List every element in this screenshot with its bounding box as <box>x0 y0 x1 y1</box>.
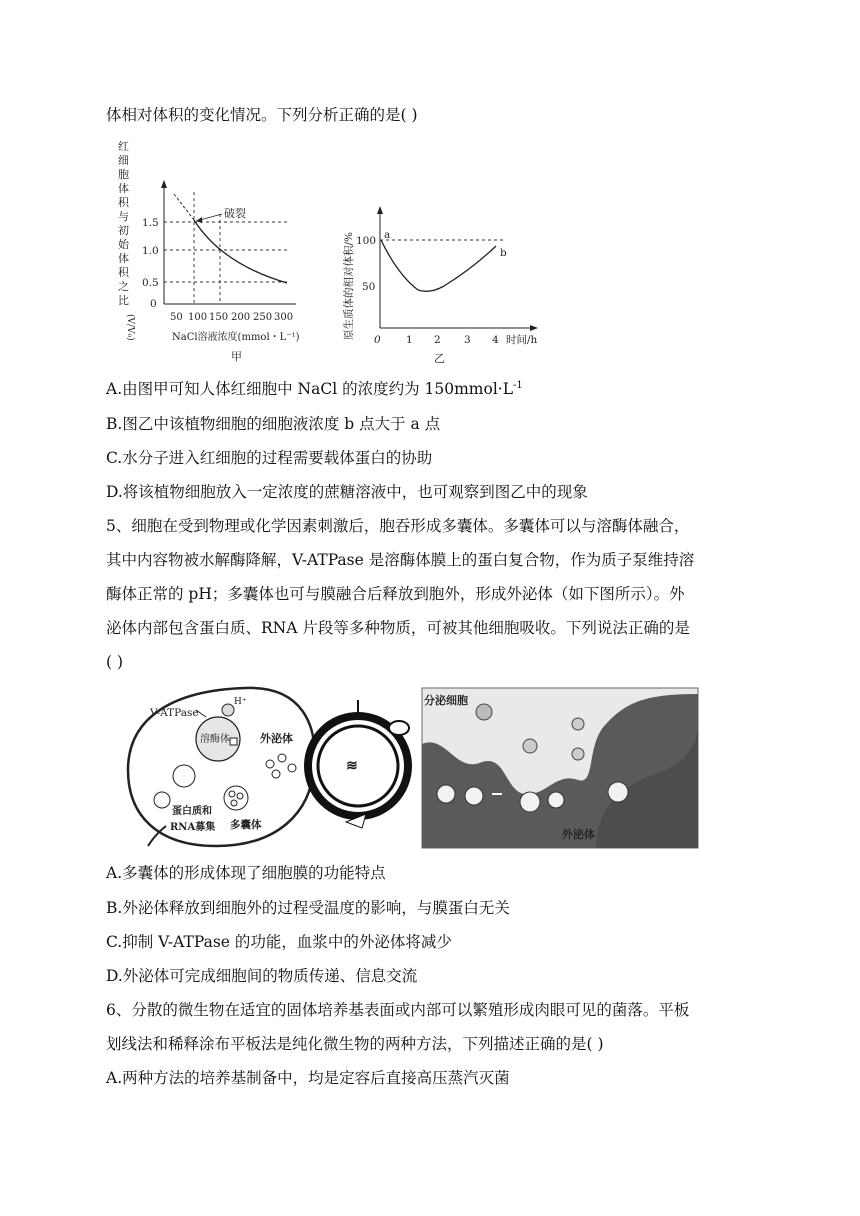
ytick-50: 50 <box>362 281 376 293</box>
ytick-100: 100 <box>356 235 377 247</box>
q5-line5: ( ) <box>106 653 124 671</box>
chart-jia-xlabel: NaCl溶液浓度(mmol・L⁻¹) <box>172 332 300 343</box>
cell-diagram <box>128 688 315 846</box>
vatpase-label: V-ATPase <box>150 707 199 719</box>
q5-line3: 酶体正常的 pH；多囊体也可与膜融合后释放到胞外，形成外泌体（如下图所示）。外 <box>106 585 685 603</box>
ylabel-char: 积 <box>118 196 129 209</box>
ylabel-char: 红 <box>118 140 129 153</box>
q6-line2: 划线法和稀释涂布平板法是纯化微生物的两种方法，下列描述正确的是( ) <box>106 1035 604 1053</box>
option-d: D.将该植物细胞放入一定浓度的蔗糖溶液中，也可观察到图乙中的现象 <box>106 483 588 501</box>
ylabel-char: 细 <box>118 154 129 167</box>
svg-text:≋: ≋ <box>346 758 358 774</box>
xtick: 3 <box>464 334 471 346</box>
q5-line1: 5、细胞在受到物理或化学因素刺激后，胞吞形成多囊体。多囊体可以与溶酶体融合， <box>106 517 690 535</box>
q5-line4: 泌体内部包含蛋白质、RNA 片段等多种物质，可被其他细胞吸收。下列说法正确的是 <box>106 619 690 637</box>
ylabel-char: 体 <box>118 182 129 195</box>
chart-yi-ylabel: 原生质体的相对体积/% <box>343 231 355 340</box>
option-a <box>106 378 523 400</box>
question-intro-line: 体相对体积的变化情况。下列分析正确的是( ) <box>106 106 418 124</box>
ytick-0.5: 0.5 <box>142 277 159 289</box>
ylabel-char: (V/V₀) <box>125 314 135 341</box>
option-a-superscript: -1 <box>513 379 523 391</box>
xtick: 2 <box>434 334 441 346</box>
q6-line1: 6、分散的微生物在适宜的固体培养基表面或内部可以繁殖形成肉眼可见的菌落。平板 <box>106 1001 690 1019</box>
protein-rna-label-2: RNA募集 <box>170 822 216 833</box>
chart-yi <box>338 200 548 366</box>
lysosome-label: 溶酶体 <box>200 734 230 745</box>
q5-line2: 其中内容物被水解酶降解，V-ATPase 是溶酶体膜上的蛋白复合物，作为质子泵维持溶 <box>106 551 695 569</box>
xtick: 1 <box>406 334 413 346</box>
exosome-magnified <box>308 700 409 828</box>
chart-jia <box>112 134 302 366</box>
exosome-label: 外泌体 <box>260 732 293 745</box>
ylabel-char: 积 <box>118 266 129 279</box>
protein-rna-label-1: 蛋白质和 <box>172 806 212 817</box>
exosome-figure <box>126 684 700 854</box>
ylabel-char: 初 <box>118 224 129 237</box>
xtick: 100 <box>188 312 208 323</box>
ylabel-char: 始 <box>118 238 129 251</box>
point-a: a <box>384 229 391 241</box>
ylabel-char: 与 <box>118 210 129 223</box>
ytick-1.0: 1.0 <box>142 245 159 257</box>
option-c: C.水分子进入红细胞的过程需要载体蛋白的协助 <box>106 449 433 467</box>
xtick: 200 <box>231 312 251 323</box>
ytick-0: 0 <box>150 298 157 310</box>
xtick: 0 <box>374 334 381 346</box>
exosome-right-label: 外泌体 <box>562 828 595 841</box>
annotation-rupture: 破裂 <box>224 207 246 220</box>
q5-option-c: C.抑制 V-ATPase 的功能，血浆中的外泌体将减少 <box>106 933 452 951</box>
micrograph-panel <box>422 688 698 848</box>
xtick: 300 <box>274 312 294 323</box>
xtick: 250 <box>253 312 273 323</box>
ylabel-char: 胞 <box>118 168 129 181</box>
chart-yi-xlabel: 时间/h <box>506 334 538 346</box>
point-b: b <box>500 247 507 259</box>
chart-yi-caption: 乙 <box>434 352 445 365</box>
xtick: 50 <box>170 312 183 323</box>
xtick: 150 <box>209 312 229 323</box>
q5-option-b: B.外泌体释放到细胞外的过程受温度的影响，与膜蛋白无关 <box>106 899 510 917</box>
ylabel-char: 之 <box>118 280 129 293</box>
q6-option-a: A.两种方法的培养基制备中，均是定容后直接高压蒸汽灭菌 <box>106 1069 510 1087</box>
option-a-text: A.由图甲可知人体红细胞中 NaCl 的浓度约为 150mmol·L <box>106 380 514 398</box>
q5-option-d: D.外泌体可完成细胞间的物质传递、信息交流 <box>106 967 418 985</box>
ylabel-char: 体 <box>118 252 129 265</box>
q5-option-a: A.多囊体的形成体现了细胞膜的功能特点 <box>106 864 386 882</box>
ytick-1.5: 1.5 <box>142 217 159 229</box>
chart-jia-ylabel <box>118 140 136 341</box>
secreting-cell-label: 分泌细胞 <box>424 694 468 707</box>
mvb-label: 多囊体 <box>230 819 262 831</box>
hplus-label: H⁺ <box>234 697 247 707</box>
option-b: B.图乙中该植物细胞的细胞液浓度 b 点大于 a 点 <box>106 415 441 433</box>
xtick: 4 <box>492 334 499 346</box>
chart-jia-caption: 甲 <box>231 350 242 363</box>
ylabel-char: 比 <box>118 294 129 307</box>
